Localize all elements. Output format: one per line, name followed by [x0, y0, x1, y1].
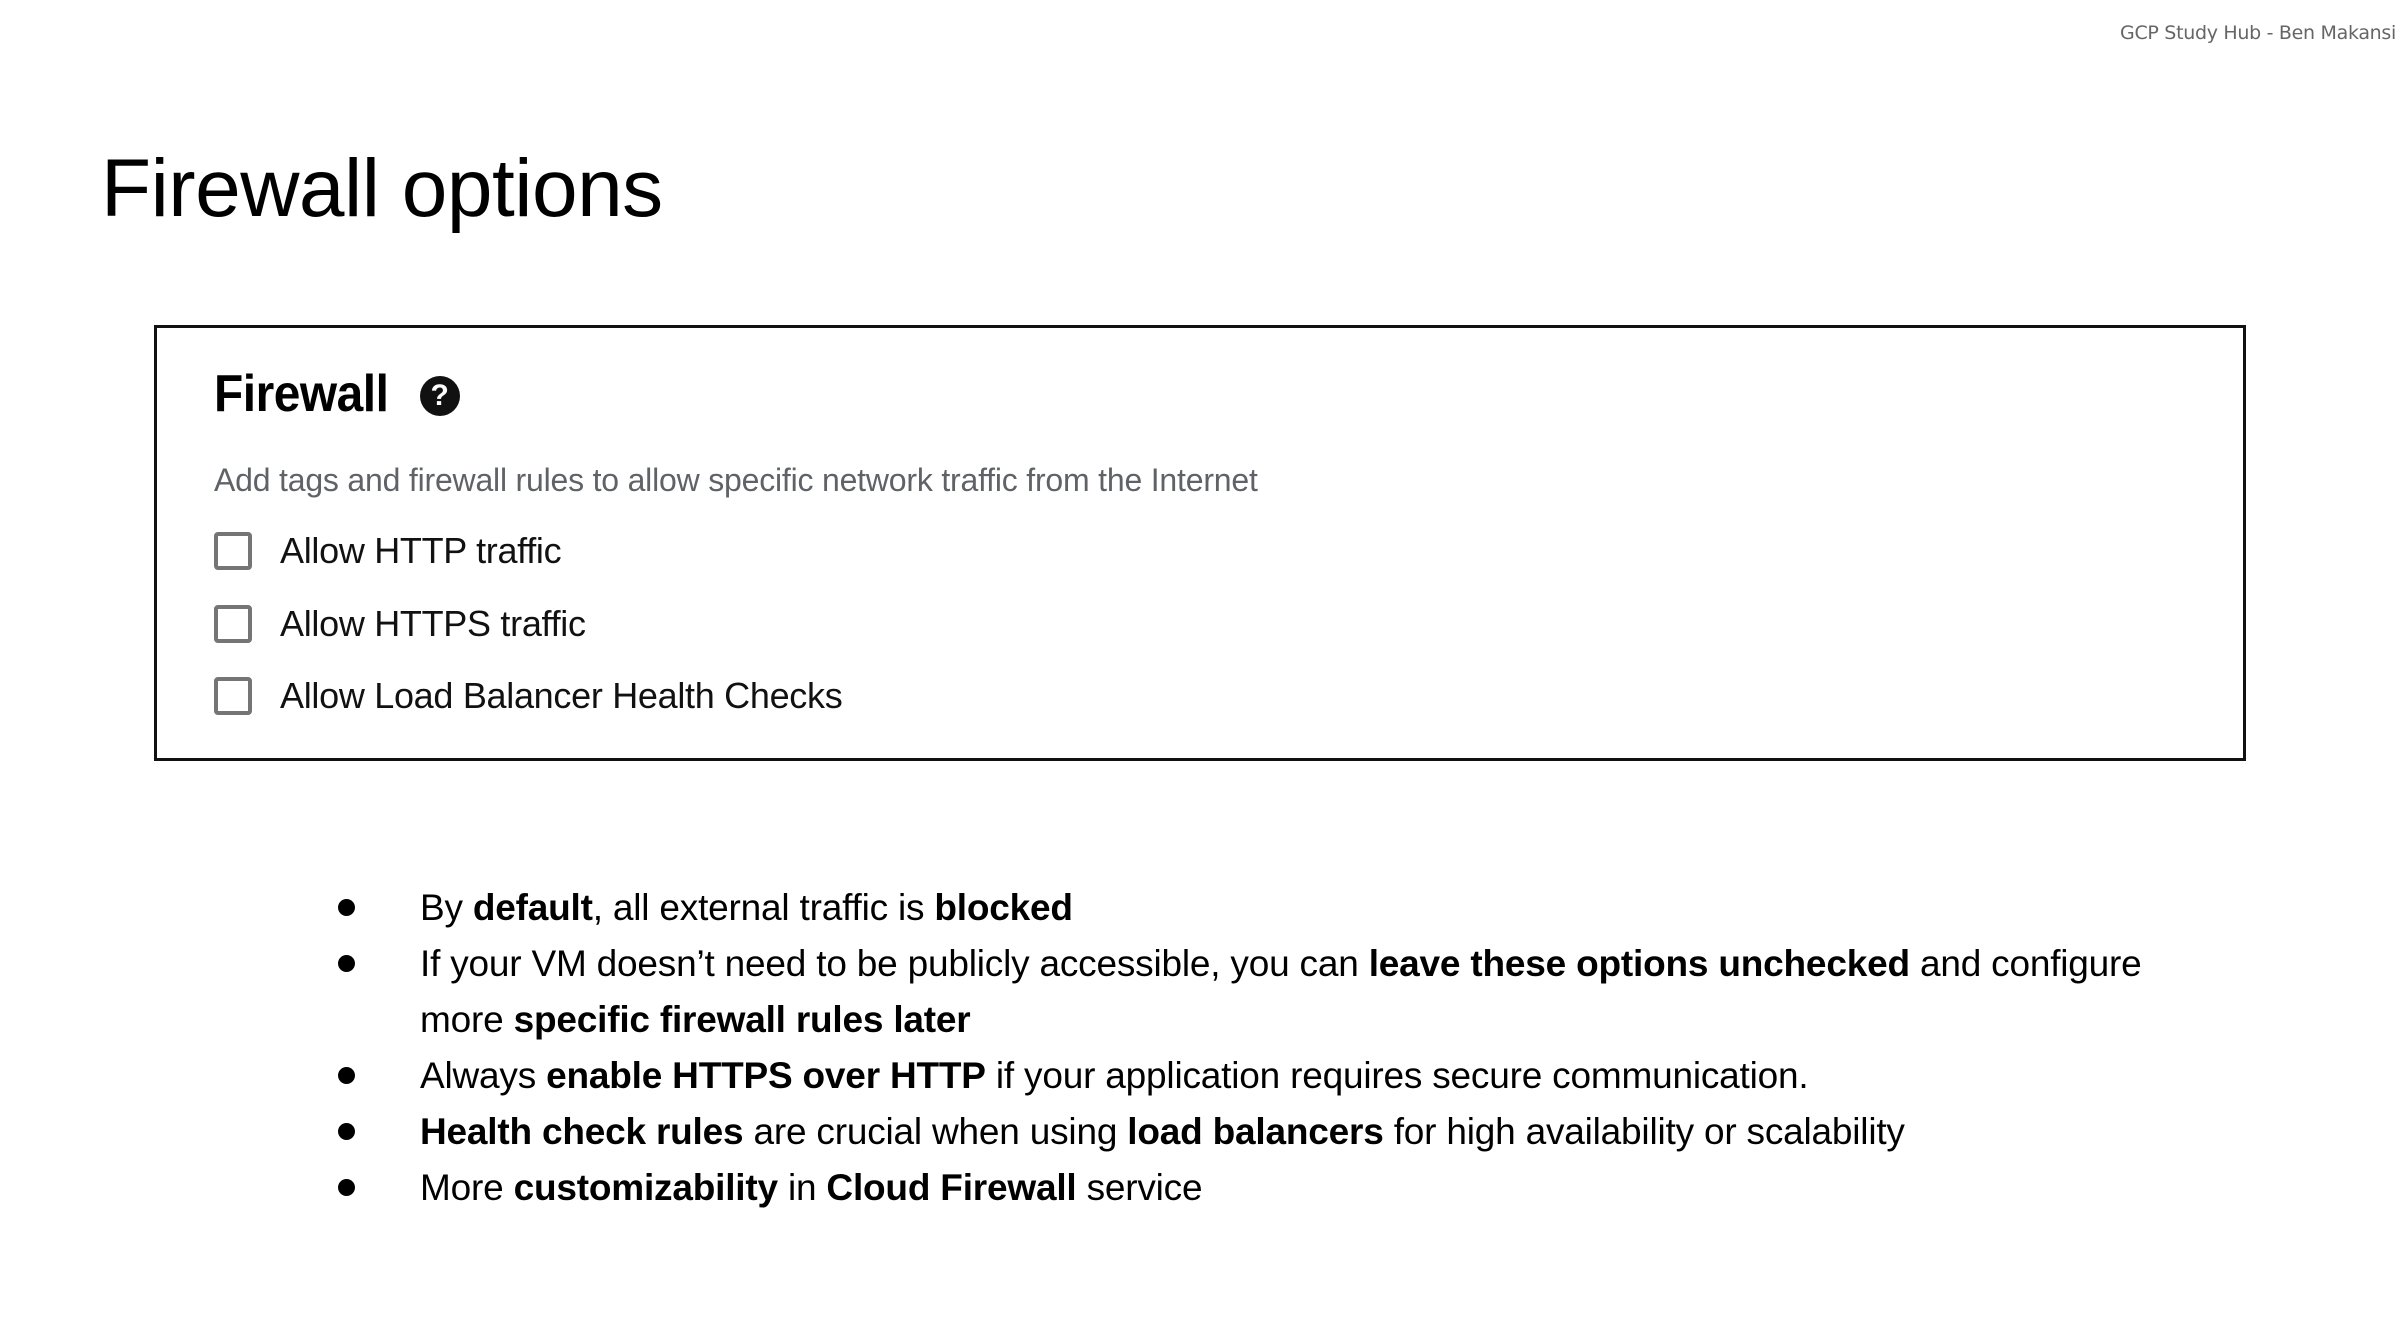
- bullet-emphasis: Cloud Firewall: [826, 1167, 1077, 1208]
- allow-http-checkbox[interactable]: [214, 532, 252, 570]
- allow-http-option[interactable]: [214, 515, 842, 588]
- bullet-emphasis: leave these options unchecked: [1368, 943, 1910, 984]
- bullet-text: Always: [420, 1055, 547, 1096]
- bullet-text: for high availability or scalability: [1383, 1111, 1905, 1152]
- bullet-emphasis: blocked: [934, 887, 1073, 928]
- bullet-emphasis: enable HTTPS over HTTP: [546, 1055, 986, 1096]
- bullet-item: [330, 1104, 2230, 1160]
- help-circle-icon[interactable]: ?: [420, 376, 460, 416]
- firewall-checkbox-list: [214, 515, 842, 733]
- allow-http-label[interactable]: Allow HTTP traffic: [280, 530, 562, 572]
- bullet-text: service: [1076, 1167, 1203, 1208]
- bullet-item: [330, 880, 2230, 936]
- bullet-dot-icon: [338, 1179, 355, 1196]
- bullet-text: If your VM doesn’t need to be publicly accessible, you can: [420, 943, 1369, 984]
- bullet-dot-icon: [338, 899, 355, 916]
- bullet-text: are crucial when using: [743, 1111, 1128, 1152]
- bullet-emphasis: Health check rules: [420, 1111, 744, 1152]
- bullet-text: More: [420, 1167, 514, 1208]
- slide-title: Firewall options: [101, 143, 663, 234]
- bullet-emphasis: specific firewall rules later: [513, 999, 971, 1040]
- bullet-text: and configure more: [420, 943, 2142, 1040]
- watermark: GCP Study Hub - Ben Makansi: [2120, 22, 2396, 44]
- bullet-text: if your application requires secure communication.: [985, 1055, 1809, 1096]
- bullet-emphasis: load balancers: [1127, 1111, 1384, 1152]
- allow-https-checkbox[interactable]: [214, 605, 252, 643]
- allow-lb-health-checks-option[interactable]: [214, 660, 842, 733]
- bullet-item: [330, 1048, 2230, 1104]
- bullet-emphasis: customizability: [513, 1167, 778, 1208]
- bullet-text: By: [420, 887, 473, 928]
- allow-https-option[interactable]: [214, 588, 842, 661]
- firewall-panel-title: Firewall: [214, 365, 389, 423]
- firewall-description: Add tags and firewall rules to allow specific network traffic from the Internet: [214, 462, 1258, 498]
- bullet-dot-icon: [338, 1067, 355, 1084]
- bullet-item: [330, 1160, 2230, 1216]
- bullet-dot-icon: [338, 1123, 355, 1140]
- bullet-emphasis: default: [472, 887, 593, 928]
- bullet-item: [330, 936, 2230, 1048]
- bullet-text: in: [777, 1167, 827, 1208]
- bullet-text: , all external traffic is: [592, 887, 935, 928]
- bullet-list: [330, 880, 2230, 1216]
- allow-lb-health-checks-checkbox[interactable]: [214, 677, 252, 715]
- allow-lb-health-checks-label[interactable]: Allow Load Balancer Health Checks: [280, 675, 843, 717]
- firewall-panel-header: [214, 364, 460, 424]
- allow-https-label[interactable]: Allow HTTPS traffic: [280, 602, 586, 644]
- firewall-panel: [154, 325, 2246, 761]
- bullet-dot-icon: [338, 955, 355, 972]
